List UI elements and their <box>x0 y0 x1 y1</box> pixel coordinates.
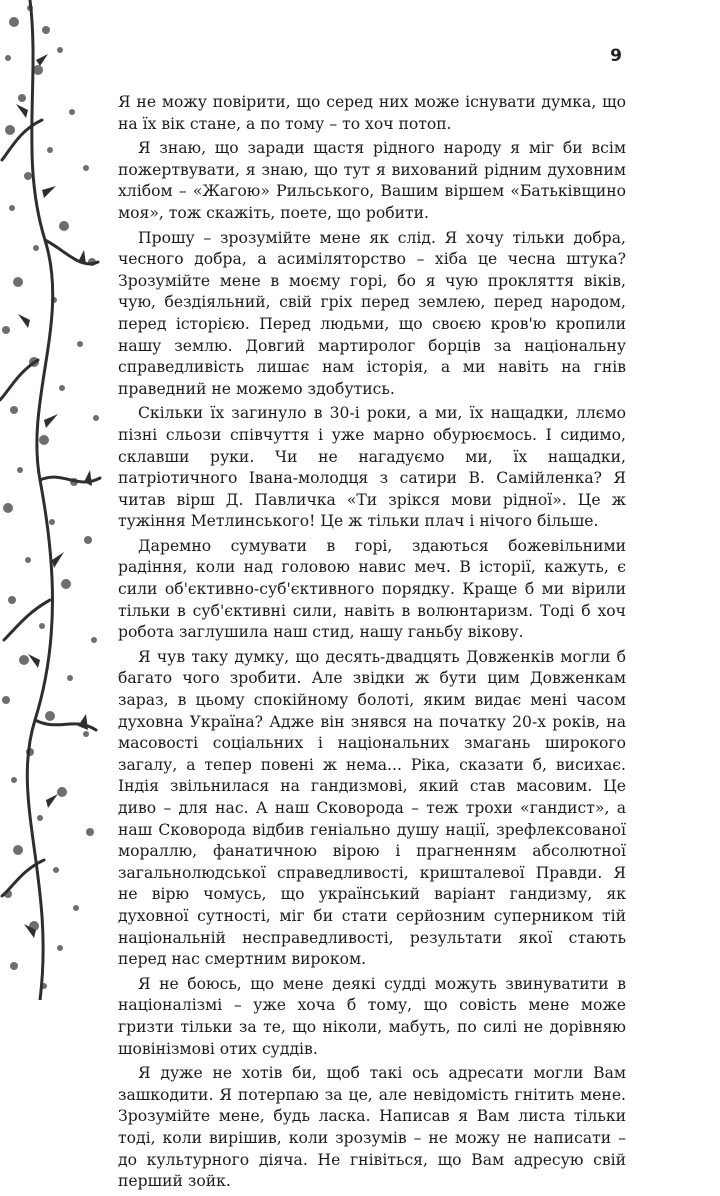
thorns <box>16 54 92 938</box>
paragraph: Я не можу повірити, що серед них може існувати думка, що на їх вік стане, а по тому – то хоч потоп. <box>118 93 626 133</box>
paragraph: Даремно сумувати в горі, здаються божевільними радіння, коли над головою навис меч. В історії, кажуть, є сили об'єктивно-суб'єктивного порядку. Краще б ми вірили тільки в суб'єктивні сили, навіть в волюнтаризм. Тоді б хоч робота заглушила наш стид, нашу ганьбу вікову. <box>118 536 626 642</box>
paragraph: Прошу – зрозумійте мене як слід. Я хочу тільки добра, чесного добра, а асиміляторство – хіба це чесна штука? Зрозумійте мене в моєму горі, бо я чую прокляття віків, чую, бездіяльний, свій гріх перед землею, перед народом, перед історією. Перед людьми, що своєю кров'ю кропили нашу землю. Довгий мартиролог борців за національну справедливість лишає нам історія, а ми навіть на гнів праведний не можемо здобутись. <box>118 228 626 398</box>
paragraph: Я не боюсь, що мене деякі судді можуть звинуватити в націоналізмі – уже хоча б тому, що совість мене може гризти тільки за те, що ніколи, мабуть, по силі не дорівняю шовінізмові отих суддів. <box>118 974 626 1058</box>
paragraph: Я дуже не хотів би, щоб такі ось адресати могли Вам зашкодити. Я потерпаю за це, але невідомість гнітить мене. Зрозумійте мене, будь ласка. Написав я Вам листа тільки тоді, коли вирішив, коли зрозумів – не можу не написати – до культурного діяча. Не гнівіться, що Вам адресую свій перший зойк. <box>118 1064 626 1191</box>
berry-dots <box>2 5 99 989</box>
paragraph: Я чув таку думку, що десять-двадцять Довженків могли б багато чого зробити. Але звідки ж бути цим Довженкам зараз, в цьому спокійному болоті, яким видає мені часом духовна Україна? Адже він знявся на початку 20-х років, на масовості соціальних і національних змагань широкого загалу, а тепер повені ж нема... Ріка, сказати б, висихає. Індія звільнилася на гандизмові, який став масовим. Це диво – для нас. А наш Сковорода – теж трохи «гандист», а наш Сковорода відбив геніально душу нації, зрефлексованої мораллю, фанатичною вірою і прагненням абсолютної загальнолюдської справедливості, кришталевої Правди. Я не вірю чомусь, що український варіант гандизму, як духовної сутності, міг би стати серйозним суперником тій національній несправедливості, результати якої стають перед нас смертним вироком. <box>118 647 626 969</box>
thorny-branch-illustration <box>0 0 125 1000</box>
paragraph: Я знаю, що заради щастя рідного народу я міг би всім пожертвувати, я знаю, що тут я вихований рідним духовним хлібом – «Жагою» Рильського, Вашим віршем «Батьківщино моя», тож скажіть, поете, що робити. <box>118 139 626 222</box>
page-number: 9 <box>610 46 622 66</box>
letter-text <box>118 92 626 1196</box>
paragraph: Скільки їх загинуло в 30-і роки, а ми, їх нащадки, ллємо пізні сльози співчуття і уже марно обурюємось. І сидимо, склавши руки. Чи не нагадуємо ми, їх нащадки, патріотичного Івана-молодця з сатири В. Самійленка? Я читав вірш Д. Павличка «Ти зрікся мови рідної». Це ж тужіння Метлинського! Це ж тільки плач і нічого більше. <box>118 404 626 531</box>
